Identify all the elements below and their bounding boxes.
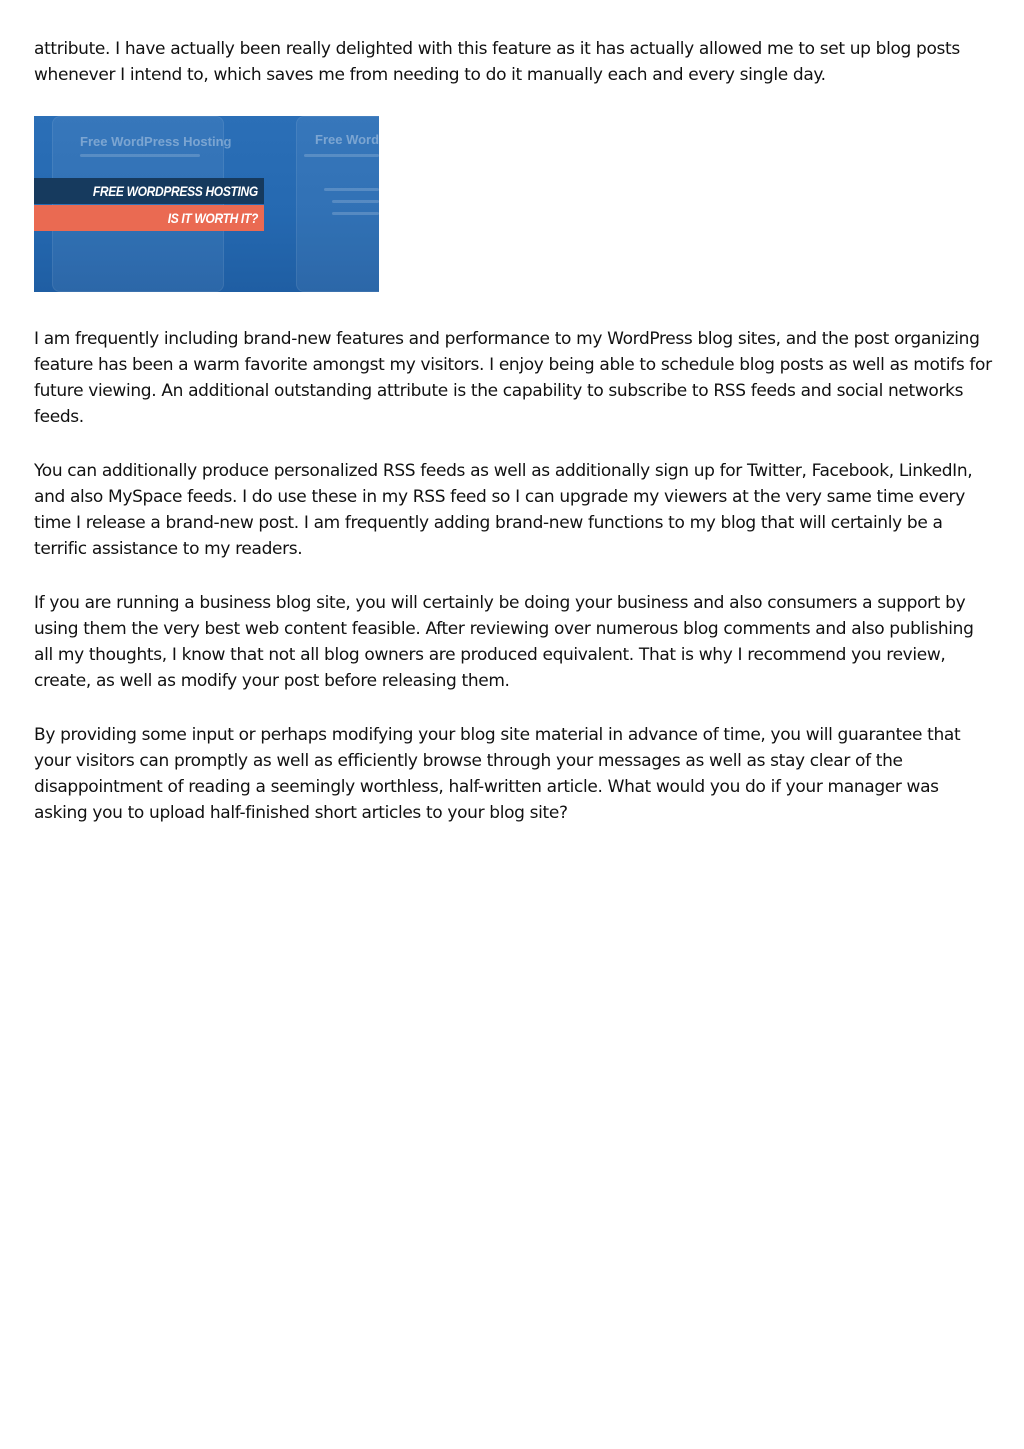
article-body <box>34 36 994 826</box>
image-background-line <box>304 154 379 157</box>
paragraph-5: By providing some input or perhaps modifying your blog site material in advance of time, you will guarantee that your visitors can promptly as well as efficiently browse through your messages as well as stay clear of the disappointment of reading a seemingly worthless, half-written article. What would you do if your manager was asking you to upload half-finished short articles to your blog site? <box>34 725 961 823</box>
image-banner-title: FREE WORDPRESS HOSTING <box>92 183 258 199</box>
featured-image <box>34 116 379 292</box>
image-background-line <box>324 188 379 191</box>
paragraph-4: If you are running a business blog site, you will certainly be doing your business and also consumers a support by using them the very best web content feasible. After reviewing over numerous blog comments and also publishing all my thoughts, I know that not all blog owners are produced equivalent. That is why I recommend you review, create, as well as modify your post before releasing them. <box>34 593 974 691</box>
paragraph-2: I am frequently including brand-new features and performance to my WordPress blog sites, and the post organizing feature has been a warm favorite amongst my visitors. I enjoy being able to schedule blog posts as well as motifs for future viewing. An additional outstanding attribute is the capability to subscribe to RSS feeds and social networks feeds. <box>34 329 992 427</box>
image-banner-bottom <box>34 205 264 231</box>
image-background-title: Free WordPress Hosting <box>80 134 232 149</box>
image-background-line <box>332 212 379 215</box>
image-background-line <box>332 200 379 203</box>
image-background-title: Free Word <box>315 132 379 147</box>
image-banner-top <box>34 178 264 204</box>
paragraph-1: attribute. I have actually been really delighted with this feature as it has actually allowed me to set up blog posts whenever I intend to, which saves me from needing to do it manually each and every single day. <box>34 39 960 85</box>
image-banner-subtitle: IS IT WORTH IT? <box>167 210 258 226</box>
paragraph-3: You can additionally produce personalized RSS feeds as well as additionally sign up for Twitter, Facebook, LinkedIn, and also MySpace feeds. I do use these in my RSS feed so I can upgrade my viewers at the very same time every time I release a brand-new post. I am frequently adding brand-new functions to my blog that will certainly be a terrific assistance to my readers. <box>34 461 973 559</box>
image-background-line <box>80 154 200 157</box>
